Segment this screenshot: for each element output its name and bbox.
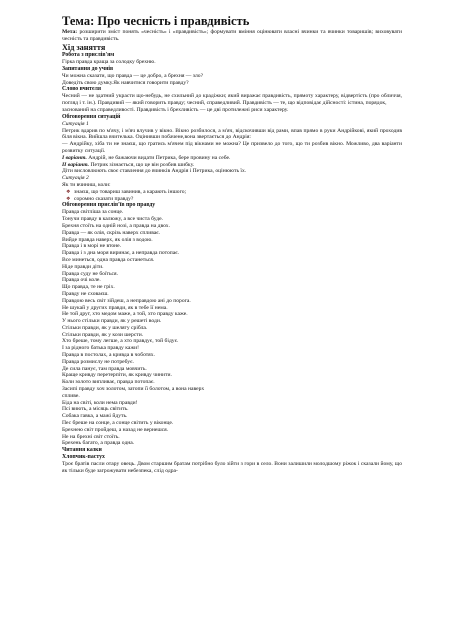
lesson-heading: Хід заняття bbox=[62, 42, 106, 52]
proverb-line: Не на брехні світ стоїть. bbox=[62, 433, 120, 440]
reading-heading: Читання казки bbox=[62, 447, 102, 454]
proverb-line: Стільки правди, як у шелягу срібла. bbox=[62, 324, 148, 331]
proverb-line: Правда суду не боїться. bbox=[62, 270, 118, 277]
proverbs-heading: Обговорення прислів'їв про правду bbox=[62, 202, 156, 209]
teacher-paragraph: Чесний — не здатний украсти що-небудь, не схильний до крадіжки; який виражає правдивість, прямоту характеру, відвертість (про обличчя, погляд і т. ін.). Правдивий — який говорить правду; чесний, справедливий. Правдивість — те, що відповідає дійсності: істина, порядок, bbox=[62, 93, 402, 107]
proverb-line: Брехня стоїть на одній нозі, а правда на двох. bbox=[62, 222, 170, 229]
goal-text: розширити зміст понять «чесність» і «правдивість»; формувати вміння оцінювати власні вчинки та вчинки товаришів; виховувати чесність та правдивість. bbox=[62, 29, 402, 42]
story-title: Хлопчик-пастух bbox=[62, 454, 105, 461]
variant-2-label: II варіант. bbox=[62, 161, 90, 168]
situation-2-label: Ситуація 2 bbox=[62, 175, 89, 182]
proverb-line: Правда очі коле. bbox=[62, 277, 101, 284]
proverb-line: Де сила панує, там правда мовчить. bbox=[62, 365, 147, 372]
proverb-line: Краще кривду перетерпіти, як кривду чинити. bbox=[62, 372, 172, 379]
variant-2 bbox=[62, 162, 402, 169]
story-text: Троє братів пасли отару овець. Двом старшим братам потрібно було зійти з гори в село. Вони залишили молодшому ріжок і сказали йому, що як тільки буде загрожувати небезпека, слід одра- bbox=[62, 461, 402, 475]
situation-1-paragraph: Петрик вдарив по м'ячу, і м'яч влучив у вікно. Вікно розбилося, а м'яч, відскочивши від рами, впав прямо в руки Андрійкові, який проходив біля вікна. Вийшла вчителька. Оцінивши побачене,вона звертається до Андрія: bbox=[62, 127, 402, 141]
situation-2-item: ❖ знаєш, що товариш завинив, а карають іншого; bbox=[62, 189, 402, 196]
proverb-line: Що правда, те не гріх. bbox=[62, 284, 115, 291]
proverb-line: Правду не сховаєш. bbox=[62, 290, 109, 297]
teacher-paragraph: заснований на справедливості. Правдивість і брехливість — це дві протилежні риси характеру. bbox=[62, 106, 289, 113]
situation-1-paragraph: — Андрійку, хіба ти не знаєш, що гратись м'ячем під вікнами не можна? Це призвело до того, що ти розбив вікно. Можливо, два варіанти розвитку ситуації. bbox=[62, 141, 402, 154]
proverb-line: Не шукай у других правди, як в тебе її нема. bbox=[62, 304, 168, 311]
proverb-line: Біда на світі, коли нема правди! bbox=[62, 399, 138, 406]
proverb-line: Брехнею світ пройдеш, а назад не вернешся. bbox=[62, 426, 169, 433]
page-title: Тема: Про чесність і правдивість bbox=[62, 14, 250, 28]
proverb-line: Псі виють, а місяць світить. bbox=[62, 406, 129, 413]
variant-1-text: Андрій, не бажаючи видати Петрика, бере провину на себе. bbox=[86, 154, 231, 161]
situation-2-item: ❖ соромно сказати правду? bbox=[62, 196, 402, 203]
question-line: Доведіть свою думку.Як навчитися говорити правду? bbox=[62, 79, 189, 86]
proverb-line: Хто бреше, тому легше, а хто правдує, той бідує. bbox=[62, 338, 179, 345]
goal-label: Мета: bbox=[62, 29, 78, 35]
proverb-work-text: Гірка правда краща за солодку брехню. bbox=[62, 59, 156, 65]
proverb-line: Стільки правди, як у кози шерсти. bbox=[62, 331, 144, 338]
proverb-line: Правда і в морі не втоне. bbox=[62, 243, 122, 250]
proverb-line: Ніде правди діти. bbox=[62, 263, 104, 270]
proverb-line: Коли золото випливає, правда потопає. bbox=[62, 379, 155, 386]
proverb-line: Правда і з дна моря виринає, а неправда потопає. bbox=[62, 250, 180, 257]
proverb-line: Пес бреше на сонце, а сонце світить у віконце. bbox=[62, 420, 174, 427]
goal-paragraph bbox=[62, 29, 402, 43]
proverb-line: Правда в постолах, а кривда в чоботях. bbox=[62, 352, 155, 359]
proverb-line: Брехень багато, а правда одна. bbox=[62, 440, 135, 447]
proverb-line: І за рідного батька правду кажи! bbox=[62, 345, 140, 352]
proverb-line: Не той друг, хто медом маже, а той, хто правду каже. bbox=[62, 311, 188, 318]
proverb-line: Правда — як олія, скрізь наверх спливає. bbox=[62, 229, 161, 236]
proverb-line: Правдою весь світ зійдеш, а неправдою ані до порога. bbox=[62, 297, 191, 304]
document-body bbox=[62, 14, 402, 475]
proverb-line: Засипі правду хоч золотом, затопи її болотом, а вона наверх bbox=[62, 386, 205, 393]
proverb-work-heading: Робота з прислів'ям bbox=[62, 52, 115, 58]
situations-heading: Обговорення ситуацій bbox=[62, 113, 121, 120]
proverb-line: Правда розмислу не потребує. bbox=[62, 358, 134, 365]
proverb-list bbox=[62, 209, 402, 447]
proverb-line: Тонучи правду в калюжу, а все чиста буде. bbox=[62, 216, 163, 223]
questions-heading: Запитання до учнів bbox=[62, 65, 114, 72]
situation-2-intro: Як ти вчиниш, коли: bbox=[62, 181, 111, 188]
proverb-line: У нього стільки правди, як у решеті води. bbox=[62, 318, 162, 325]
situation-1-question: Діти висловлюють своє ставлення до вчинків Андрія і Петрика, оцінюють їх. bbox=[62, 168, 247, 175]
question-line: Чи можна сказати, що правда — це добро, а брехня — зло? bbox=[62, 72, 204, 79]
proverb-line: Собака гавка, а мажі йдуть. bbox=[62, 413, 128, 420]
variant-1-label: I варіант. bbox=[62, 154, 87, 161]
proverb-line: спливе. bbox=[62, 392, 80, 399]
variant-1 bbox=[62, 155, 402, 162]
proverb-line: Вийде правда наверх, як олія з водою. bbox=[62, 236, 153, 243]
variant-2-text: Петрик зізнається, що це він розбив шибку. bbox=[89, 161, 195, 168]
proverb-line: Все минеться, одна правда останеться. bbox=[62, 256, 155, 263]
teacher-heading: Слово вчителя bbox=[62, 86, 101, 93]
situation-1-label: Ситуація 1 bbox=[62, 120, 89, 127]
proverb-line: Правда світліша за сонце. bbox=[62, 209, 124, 216]
